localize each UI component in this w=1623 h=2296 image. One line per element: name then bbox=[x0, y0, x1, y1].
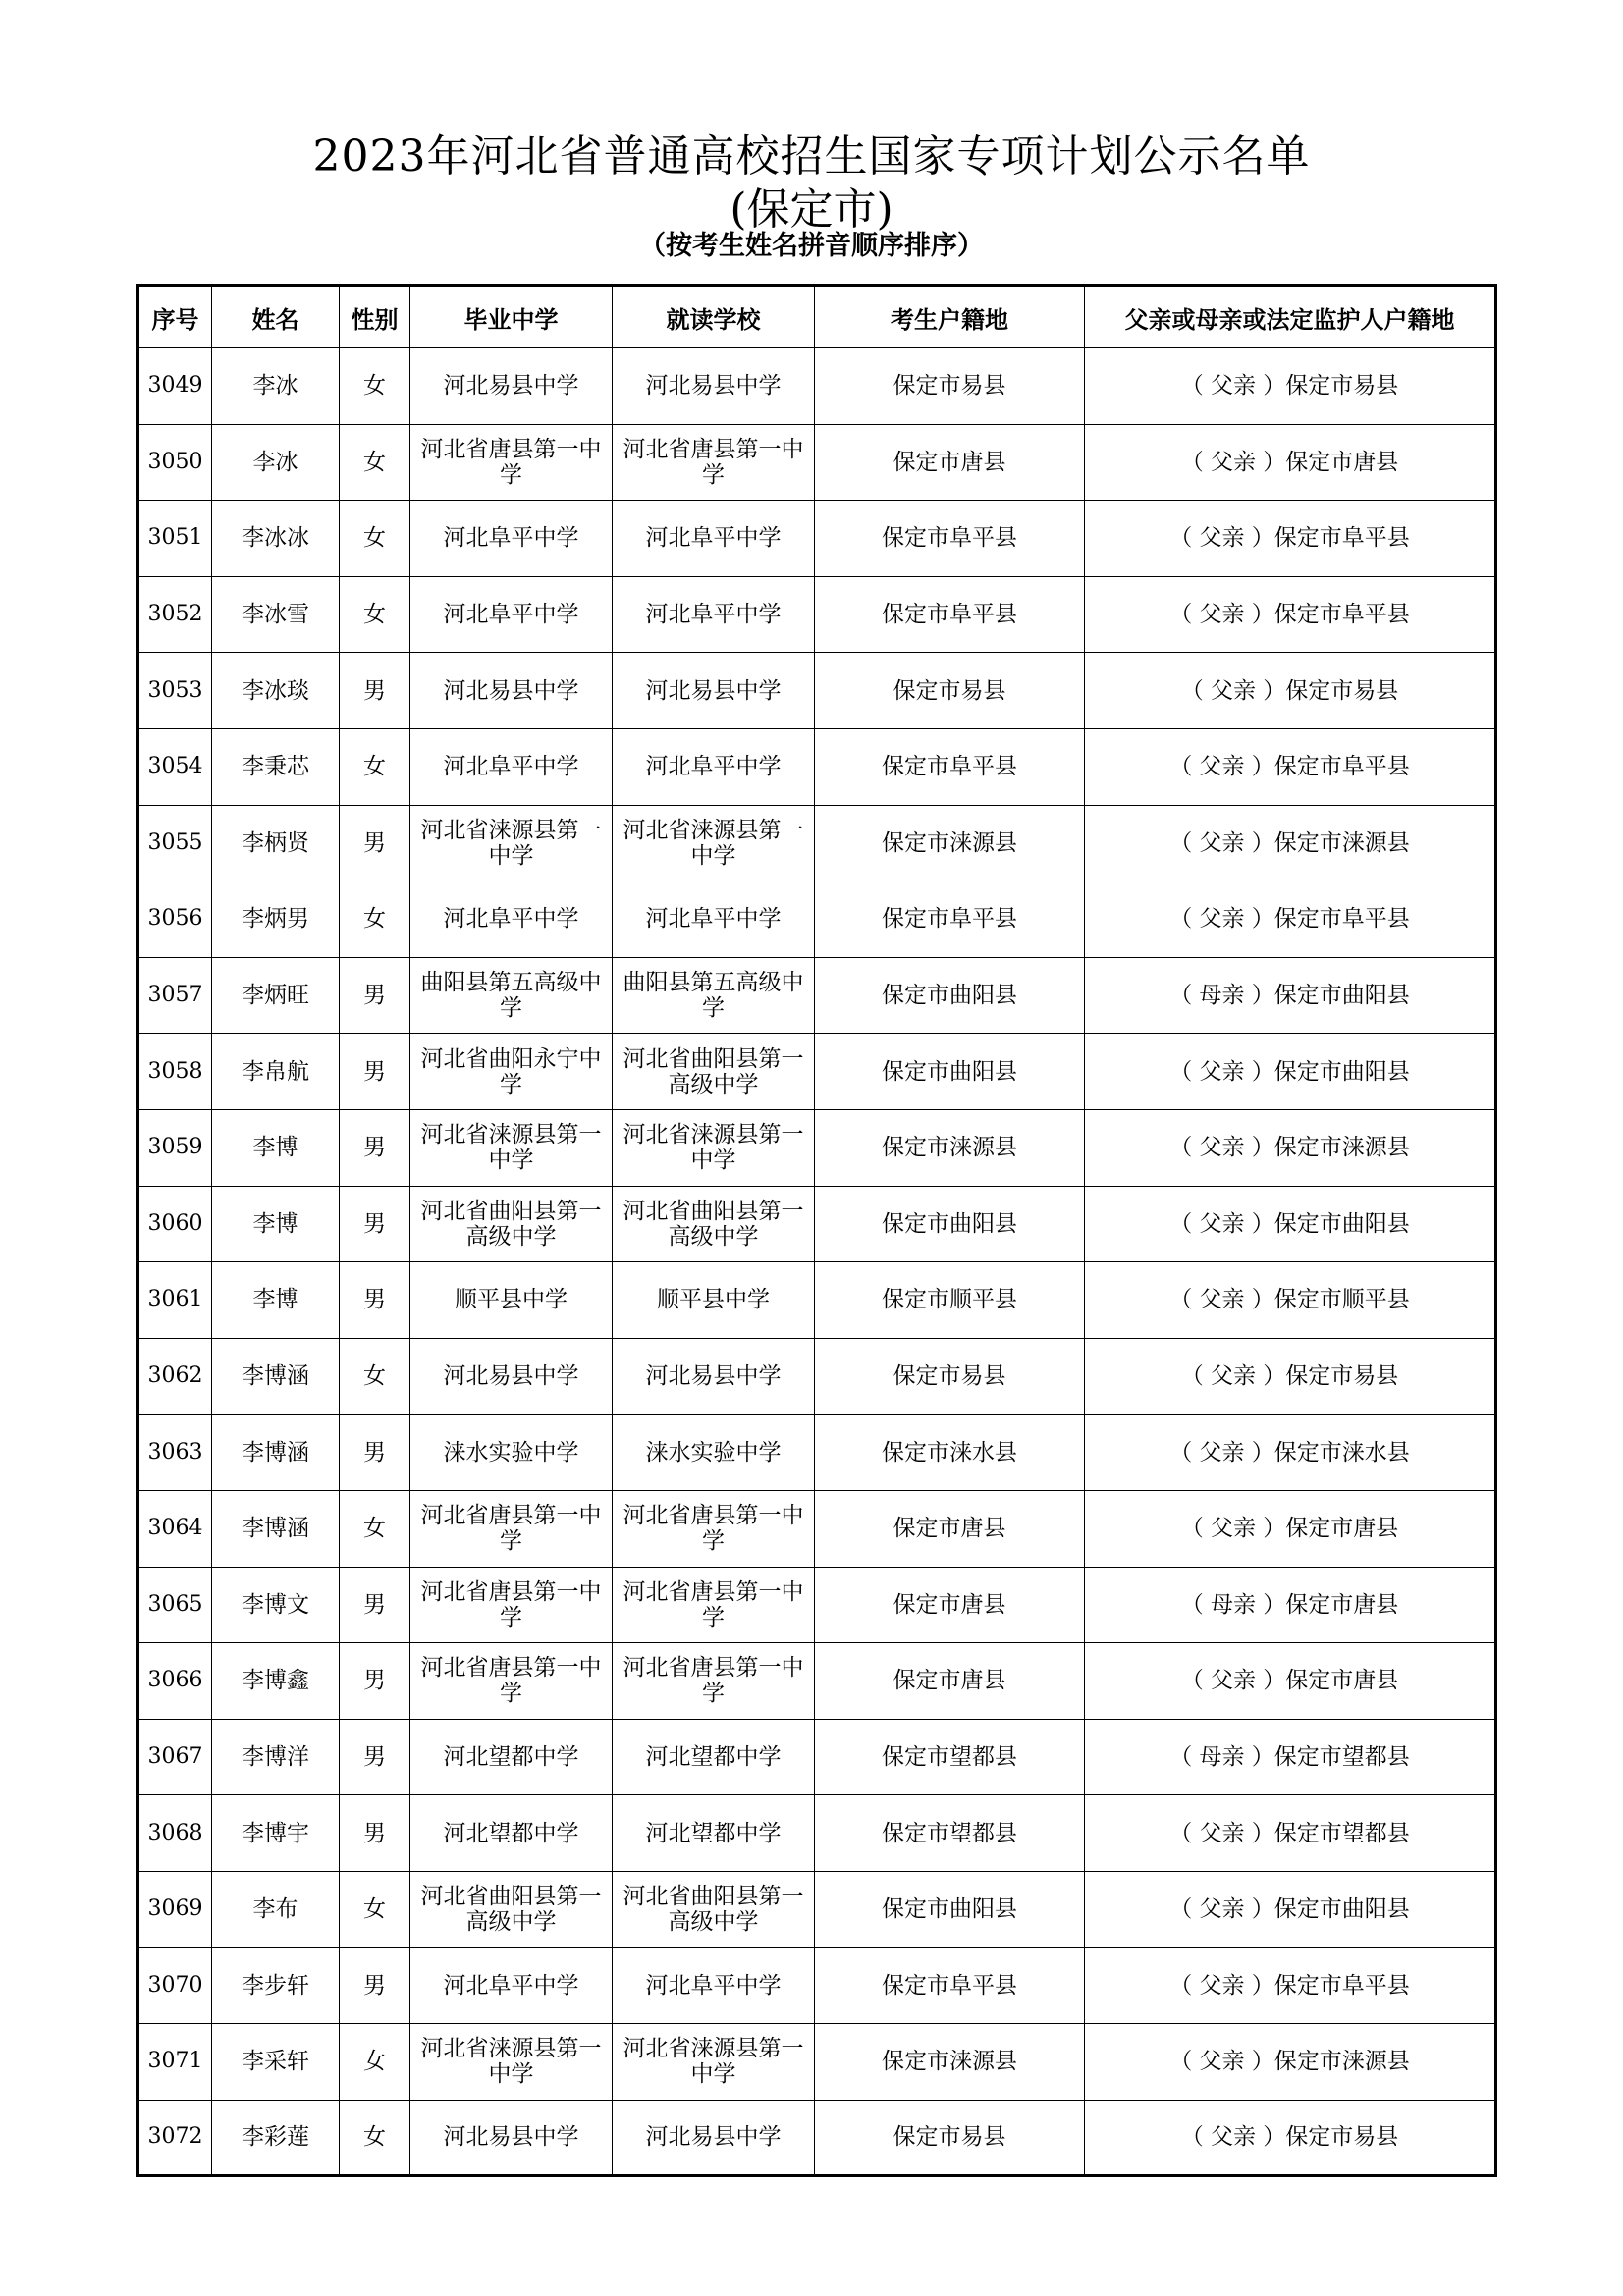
cell-current-school: 河北省曲阳县第一高级中学 bbox=[613, 1186, 815, 1262]
cell-graduated-school: 河北易县中学 bbox=[410, 348, 613, 425]
column-header-student-hukou: 考生户籍地 bbox=[815, 286, 1085, 348]
cell-graduated-school: 河北省曲阳永宁中学 bbox=[410, 1034, 613, 1110]
cell-graduated-school: 顺平县中学 bbox=[410, 1262, 613, 1339]
cell-gender: 女 bbox=[340, 2024, 410, 2101]
cell-gender: 男 bbox=[340, 1262, 410, 1339]
cell-serial: 3052 bbox=[138, 576, 212, 653]
cell-current-school: 河北省涞源县第一中学 bbox=[613, 2024, 815, 2101]
cell-student-hukou: 保定市曲阳县 bbox=[815, 1871, 1085, 1948]
roster-table bbox=[136, 284, 1497, 2177]
cell-serial: 3067 bbox=[138, 1719, 212, 1795]
cell-student-hukou: 保定市涞源县 bbox=[815, 1109, 1085, 1186]
cell-name: 李冰雪 bbox=[212, 576, 340, 653]
cell-student-hukou: 保定市涞水县 bbox=[815, 1415, 1085, 1491]
cell-parent-hukou: （ 父亲 ）保定市曲阳县 bbox=[1085, 1186, 1496, 1262]
cell-parent-hukou: （ 父亲 ）保定市唐县 bbox=[1085, 1643, 1496, 1720]
cell-serial: 3062 bbox=[138, 1338, 212, 1415]
cell-current-school: 河北省曲阳县第一高级中学 bbox=[613, 1034, 815, 1110]
table-row bbox=[138, 728, 1496, 805]
cell-gender: 女 bbox=[340, 881, 410, 958]
cell-serial: 3068 bbox=[138, 1795, 212, 1872]
cell-current-school: 河北易县中学 bbox=[613, 653, 815, 729]
cell-gender: 男 bbox=[340, 805, 410, 881]
cell-name: 李博 bbox=[212, 1109, 340, 1186]
column-header-graduated-school: 毕业中学 bbox=[410, 286, 613, 348]
cell-parent-hukou: （ 父亲 ）保定市易县 bbox=[1085, 2100, 1496, 2176]
cell-graduated-school: 河北省唐县第一中学 bbox=[410, 1490, 613, 1567]
cell-current-school: 河北省涞源县第一中学 bbox=[613, 1109, 815, 1186]
cell-gender: 男 bbox=[340, 957, 410, 1034]
cell-student-hukou: 保定市唐县 bbox=[815, 424, 1085, 501]
table-row bbox=[138, 2100, 1496, 2176]
cell-serial: 3071 bbox=[138, 2024, 212, 2101]
cell-graduated-school: 河北省涞源县第一中学 bbox=[410, 2024, 613, 2101]
cell-graduated-school: 河北易县中学 bbox=[410, 653, 613, 729]
cell-parent-hukou: （ 父亲 ）保定市阜平县 bbox=[1085, 576, 1496, 653]
cell-current-school: 河北省曲阳县第一高级中学 bbox=[613, 1871, 815, 1948]
table-row bbox=[138, 1567, 1496, 1643]
cell-parent-hukou: （ 父亲 ）保定市阜平县 bbox=[1085, 1948, 1496, 2024]
cell-parent-hukou: （ 父亲 ）保定市涞水县 bbox=[1085, 1415, 1496, 1491]
column-header-serial: 序号 bbox=[138, 286, 212, 348]
cell-name: 李彩莲 bbox=[212, 2100, 340, 2176]
cell-graduated-school: 河北阜平中学 bbox=[410, 728, 613, 805]
cell-serial: 3051 bbox=[138, 501, 212, 577]
table-row bbox=[138, 1034, 1496, 1110]
cell-name: 李博洋 bbox=[212, 1719, 340, 1795]
column-header-name: 姓名 bbox=[212, 286, 340, 348]
cell-current-school: 河北省唐县第一中学 bbox=[613, 424, 815, 501]
cell-serial: 3065 bbox=[138, 1567, 212, 1643]
cell-parent-hukou: （ 父亲 ）保定市唐县 bbox=[1085, 1490, 1496, 1567]
table-row bbox=[138, 1948, 1496, 2024]
table-row bbox=[138, 1643, 1496, 1720]
cell-parent-hukou: （ 母亲 ）保定市唐县 bbox=[1085, 1567, 1496, 1643]
cell-parent-hukou: （ 父亲 ）保定市阜平县 bbox=[1085, 501, 1496, 577]
cell-name: 李冰 bbox=[212, 348, 340, 425]
table-row bbox=[138, 957, 1496, 1034]
cell-current-school: 涞水实验中学 bbox=[613, 1415, 815, 1491]
sort-note: （按考生姓名拼音顺序排序） bbox=[639, 231, 984, 261]
cell-graduated-school: 河北望都中学 bbox=[410, 1719, 613, 1795]
cell-current-school: 河北阜平中学 bbox=[613, 501, 815, 577]
cell-student-hukou: 保定市阜平县 bbox=[815, 728, 1085, 805]
cell-name: 李博涵 bbox=[212, 1338, 340, 1415]
cell-student-hukou: 保定市阜平县 bbox=[815, 576, 1085, 653]
cell-current-school: 河北望都中学 bbox=[613, 1795, 815, 1872]
cell-student-hukou: 保定市易县 bbox=[815, 348, 1085, 425]
cell-current-school: 河北省唐县第一中学 bbox=[613, 1490, 815, 1567]
cell-graduated-school: 涞水实验中学 bbox=[410, 1415, 613, 1491]
cell-student-hukou: 保定市阜平县 bbox=[815, 501, 1085, 577]
cell-parent-hukou: （ 父亲 ）保定市涞源县 bbox=[1085, 805, 1496, 881]
cell-parent-hukou: （ 父亲 ）保定市望都县 bbox=[1085, 1795, 1496, 1872]
cell-serial: 3049 bbox=[138, 348, 212, 425]
cell-parent-hukou: （ 父亲 ）保定市涞源县 bbox=[1085, 1109, 1496, 1186]
cell-parent-hukou: （ 父亲 ）保定市曲阳县 bbox=[1085, 1871, 1496, 1948]
cell-current-school: 河北阜平中学 bbox=[613, 881, 815, 958]
page-subtitle: (保定市) bbox=[730, 185, 893, 235]
cell-parent-hukou: （ 父亲 ）保定市曲阳县 bbox=[1085, 1034, 1496, 1110]
cell-graduated-school: 河北省唐县第一中学 bbox=[410, 1643, 613, 1720]
cell-serial: 3055 bbox=[138, 805, 212, 881]
cell-parent-hukou: （ 父亲 ）保定市易县 bbox=[1085, 1338, 1496, 1415]
cell-current-school: 河北省唐县第一中学 bbox=[613, 1643, 815, 1720]
cell-serial: 3069 bbox=[138, 1871, 212, 1948]
cell-current-school: 顺平县中学 bbox=[613, 1262, 815, 1339]
cell-current-school: 河北易县中学 bbox=[613, 1338, 815, 1415]
cell-graduated-school: 河北省曲阳县第一高级中学 bbox=[410, 1186, 613, 1262]
table-row bbox=[138, 1871, 1496, 1948]
table-row bbox=[138, 1338, 1496, 1415]
table-row bbox=[138, 424, 1496, 501]
cell-student-hukou: 保定市望都县 bbox=[815, 1719, 1085, 1795]
cell-student-hukou: 保定市曲阳县 bbox=[815, 1186, 1085, 1262]
cell-graduated-school: 河北望都中学 bbox=[410, 1795, 613, 1872]
cell-name: 李博文 bbox=[212, 1567, 340, 1643]
cell-serial: 3072 bbox=[138, 2100, 212, 2176]
cell-student-hukou: 保定市涞源县 bbox=[815, 805, 1085, 881]
cell-current-school: 河北易县中学 bbox=[613, 348, 815, 425]
table-row bbox=[138, 1719, 1496, 1795]
cell-name: 李步轩 bbox=[212, 1948, 340, 2024]
cell-name: 李炳男 bbox=[212, 881, 340, 958]
cell-serial: 3066 bbox=[138, 1643, 212, 1720]
cell-parent-hukou: （ 母亲 ）保定市曲阳县 bbox=[1085, 957, 1496, 1034]
cell-name: 李博鑫 bbox=[212, 1643, 340, 1720]
cell-parent-hukou: （ 父亲 ）保定市涞源县 bbox=[1085, 2024, 1496, 2101]
cell-graduated-school: 河北省曲阳县第一高级中学 bbox=[410, 1871, 613, 1948]
cell-current-school: 河北省涞源县第一中学 bbox=[613, 805, 815, 881]
cell-gender: 男 bbox=[340, 1186, 410, 1262]
table-row bbox=[138, 2024, 1496, 2101]
cell-gender: 女 bbox=[340, 348, 410, 425]
cell-name: 李炳旺 bbox=[212, 957, 340, 1034]
cell-gender: 女 bbox=[340, 1871, 410, 1948]
cell-student-hukou: 保定市唐县 bbox=[815, 1567, 1085, 1643]
table-row bbox=[138, 881, 1496, 958]
cell-name: 李冰冰 bbox=[212, 501, 340, 577]
cell-graduated-school: 河北省唐县第一中学 bbox=[410, 424, 613, 501]
cell-serial: 3050 bbox=[138, 424, 212, 501]
cell-gender: 女 bbox=[340, 576, 410, 653]
cell-gender: 女 bbox=[340, 2100, 410, 2176]
cell-name: 李博 bbox=[212, 1186, 340, 1262]
table-row bbox=[138, 805, 1496, 881]
cell-student-hukou: 保定市涞源县 bbox=[815, 2024, 1085, 2101]
cell-current-school: 河北易县中学 bbox=[613, 2100, 815, 2176]
cell-gender: 男 bbox=[340, 1567, 410, 1643]
cell-serial: 3060 bbox=[138, 1186, 212, 1262]
cell-name: 李冰 bbox=[212, 424, 340, 501]
cell-gender: 女 bbox=[340, 1490, 410, 1567]
cell-parent-hukou: （ 父亲 ）保定市阜平县 bbox=[1085, 728, 1496, 805]
cell-name: 李冰琰 bbox=[212, 653, 340, 729]
cell-student-hukou: 保定市阜平县 bbox=[815, 881, 1085, 958]
cell-parent-hukou: （ 母亲 ）保定市望都县 bbox=[1085, 1719, 1496, 1795]
cell-serial: 3064 bbox=[138, 1490, 212, 1567]
cell-student-hukou: 保定市易县 bbox=[815, 1338, 1085, 1415]
cell-serial: 3053 bbox=[138, 653, 212, 729]
cell-graduated-school: 河北省涞源县第一中学 bbox=[410, 1109, 613, 1186]
cell-graduated-school: 河北阜平中学 bbox=[410, 576, 613, 653]
cell-gender: 男 bbox=[340, 1795, 410, 1872]
roster-table-body bbox=[138, 348, 1496, 2176]
cell-graduated-school: 河北易县中学 bbox=[410, 1338, 613, 1415]
cell-gender: 女 bbox=[340, 501, 410, 577]
cell-serial: 3058 bbox=[138, 1034, 212, 1110]
cell-gender: 男 bbox=[340, 1415, 410, 1491]
cell-graduated-school: 曲阳县第五高级中学 bbox=[410, 957, 613, 1034]
cell-gender: 男 bbox=[340, 653, 410, 729]
cell-name: 李博涵 bbox=[212, 1415, 340, 1491]
cell-student-hukou: 保定市望都县 bbox=[815, 1795, 1085, 1872]
cell-student-hukou: 保定市阜平县 bbox=[815, 1948, 1085, 2024]
table-row bbox=[138, 1795, 1496, 1872]
cell-current-school: 曲阳县第五高级中学 bbox=[613, 957, 815, 1034]
cell-serial: 3057 bbox=[138, 957, 212, 1034]
cell-student-hukou: 保定市易县 bbox=[815, 2100, 1085, 2176]
cell-graduated-school: 河北易县中学 bbox=[410, 2100, 613, 2176]
cell-student-hukou: 保定市顺平县 bbox=[815, 1262, 1085, 1339]
cell-name: 李博宇 bbox=[212, 1795, 340, 1872]
cell-graduated-school: 河北省涞源县第一中学 bbox=[410, 805, 613, 881]
column-header-gender: 性别 bbox=[340, 286, 410, 348]
cell-parent-hukou: （ 父亲 ）保定市易县 bbox=[1085, 653, 1496, 729]
cell-current-school: 河北望都中学 bbox=[613, 1719, 815, 1795]
table-row bbox=[138, 576, 1496, 653]
cell-name: 李布 bbox=[212, 1871, 340, 1948]
cell-serial: 3059 bbox=[138, 1109, 212, 1186]
cell-name: 李柄贤 bbox=[212, 805, 340, 881]
cell-current-school: 河北省唐县第一中学 bbox=[613, 1567, 815, 1643]
cell-gender: 男 bbox=[340, 1948, 410, 2024]
column-header-parent-hukou: 父亲或母亲或法定监护人户籍地 bbox=[1085, 286, 1496, 348]
cell-gender: 男 bbox=[340, 1034, 410, 1110]
cell-parent-hukou: （ 父亲 ）保定市阜平县 bbox=[1085, 881, 1496, 958]
cell-serial: 3054 bbox=[138, 728, 212, 805]
cell-gender: 男 bbox=[340, 1643, 410, 1720]
table-row bbox=[138, 1109, 1496, 1186]
cell-current-school: 河北阜平中学 bbox=[613, 1948, 815, 2024]
cell-student-hukou: 保定市唐县 bbox=[815, 1490, 1085, 1567]
table-row bbox=[138, 1490, 1496, 1567]
cell-name: 李采轩 bbox=[212, 2024, 340, 2101]
cell-graduated-school: 河北省唐县第一中学 bbox=[410, 1567, 613, 1643]
table-row bbox=[138, 501, 1496, 577]
cell-current-school: 河北阜平中学 bbox=[613, 728, 815, 805]
cell-serial: 3070 bbox=[138, 1948, 212, 2024]
cell-parent-hukou: （ 父亲 ）保定市唐县 bbox=[1085, 424, 1496, 501]
column-header-current-school: 就读学校 bbox=[613, 286, 815, 348]
cell-parent-hukou: （ 父亲 ）保定市易县 bbox=[1085, 348, 1496, 425]
cell-name: 李帛航 bbox=[212, 1034, 340, 1110]
cell-graduated-school: 河北阜平中学 bbox=[410, 881, 613, 958]
cell-graduated-school: 河北阜平中学 bbox=[410, 501, 613, 577]
cell-gender: 男 bbox=[340, 1719, 410, 1795]
cell-name: 李秉芯 bbox=[212, 728, 340, 805]
page-title: 2023年河北省普通高校招生国家专项计划公示名单 bbox=[312, 132, 1311, 182]
cell-name: 李博涵 bbox=[212, 1490, 340, 1567]
table-row bbox=[138, 348, 1496, 425]
cell-student-hukou: 保定市唐县 bbox=[815, 1643, 1085, 1720]
cell-graduated-school: 河北阜平中学 bbox=[410, 1948, 613, 2024]
cell-student-hukou: 保定市易县 bbox=[815, 653, 1085, 729]
table-row bbox=[138, 653, 1496, 729]
table-row bbox=[138, 1262, 1496, 1339]
cell-current-school: 河北阜平中学 bbox=[613, 576, 815, 653]
cell-gender: 女 bbox=[340, 424, 410, 501]
table-row bbox=[138, 1415, 1496, 1491]
cell-serial: 3063 bbox=[138, 1415, 212, 1491]
cell-gender: 女 bbox=[340, 1338, 410, 1415]
cell-serial: 3056 bbox=[138, 881, 212, 958]
cell-gender: 女 bbox=[340, 728, 410, 805]
cell-serial: 3061 bbox=[138, 1262, 212, 1339]
cell-parent-hukou: （ 父亲 ）保定市顺平县 bbox=[1085, 1262, 1496, 1339]
cell-name: 李博 bbox=[212, 1262, 340, 1339]
table-row bbox=[138, 1186, 1496, 1262]
cell-student-hukou: 保定市曲阳县 bbox=[815, 957, 1085, 1034]
cell-gender: 男 bbox=[340, 1109, 410, 1186]
table-header-row bbox=[138, 286, 1496, 348]
cell-student-hukou: 保定市曲阳县 bbox=[815, 1034, 1085, 1110]
